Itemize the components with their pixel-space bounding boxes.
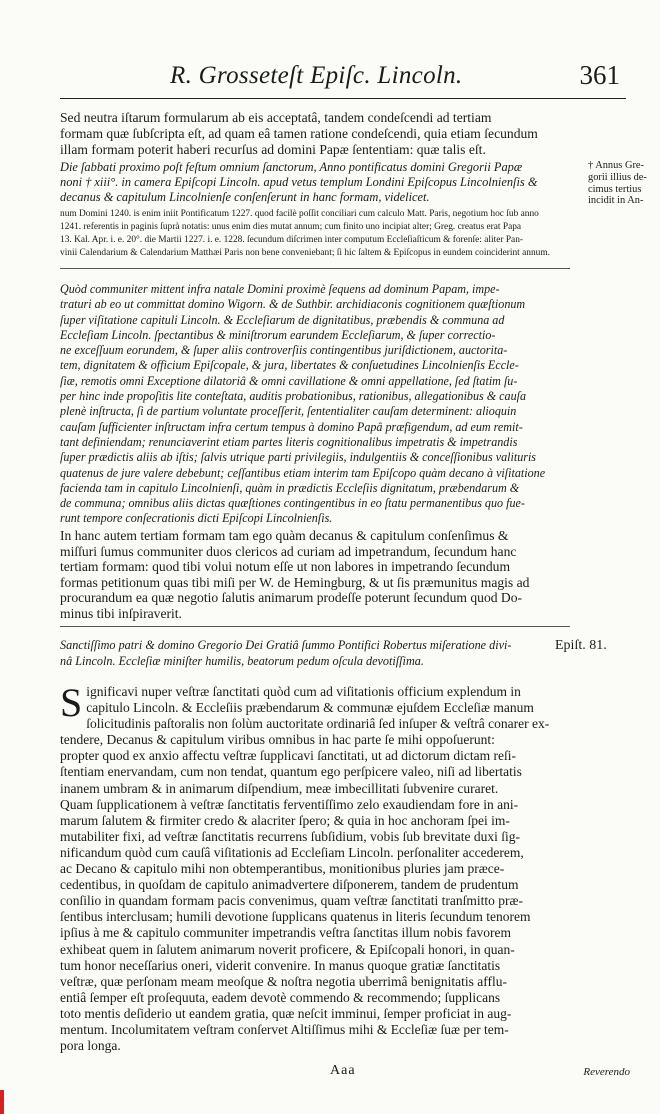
text-line: toto mentis deſiderio ut eandem gratia, quæ neſcit imminui, ſemper proficiat in aug- (60, 1005, 512, 1021)
text-line: Die ſabbati proximo poſt feſtum omnium ſanctorum, Anno pontificatus domini Gregorii Papæ (60, 160, 523, 174)
text-line: cauſam ſufficienter inſtructam infra certum tempus à domino Papâ præfigendum, ad eum remit- (60, 419, 523, 434)
text-line: procurandum ea quæ negotio ſalutis animarum prodeſſe poterunt ſecundum quod Do- (60, 590, 523, 606)
intro-paragraph (60, 110, 568, 159)
text-line: ſuper viſitatione capituli Lincoln. & Eccleſiarum de dignitatibus, præbendis & communa ad (60, 312, 505, 327)
side-note (588, 160, 658, 207)
text-line: vinii Calendarium & Calendarium Matthæi Paris non bene conveniebant; ſi hic ſaltem & Epiſcopus in eundem coinciderint annum. (60, 248, 550, 258)
text-line: minus tibi inſpiraverit. (60, 605, 182, 621)
page-header (60, 58, 630, 98)
text-line: In hanc autem tertiam formam tam ego quàm decanus & capitulum conſenſimus & (60, 528, 509, 543)
section-divider (60, 268, 570, 269)
text-line: per hinc inde propoſitis lite conteſtata, auditis probationibus, rationibus, allegationibus & cauſa (60, 389, 527, 404)
text-line: ſtentiam enervandam, cum non tendat, quantum ego perſpicere valeo, niſi ad libertatis (60, 764, 522, 780)
text-line: Sanctiſſimo patri & domino Gregorio Dei Gratiâ ſummo Pontifici Robertus miſeratione divi- (60, 638, 512, 652)
text-line: ſiæ, remotis omni Exceptione dilatoriâ & omni cavillatione & omni appellatione, ſed ſtatim ſu- (60, 373, 518, 388)
scan-edge-mark (0, 1090, 4, 1114)
text-line: ſolicitudinis paſtoralis non ſolùm auctoritate ordinariâ ſed inſuper & veſtrâ conarer ex- (86, 716, 550, 732)
page-number: 361 (579, 60, 620, 90)
text-line: traturi ab eo ut committat domino Wigorn. & de Suthbir. archidiaconis cognitionem quæſtionum (60, 297, 526, 312)
text-line: mutabiliter fixi, ad veſtræ ſanctitatis recurrens ſubſidium, vobis ſub brevitate duxi ſig- (60, 828, 521, 844)
text-line: num Domini 1240. is enim iniit Pontificatum 1227. quod facilè poſſit conciliari cum calculo Matt. Paris, negotium hoc ſub anno (60, 209, 539, 219)
text-line: formam quæ ſubſcripta eſt, ad quam eâ tamen ratione condeſcendi, quia etiam ſecundum (60, 126, 538, 142)
text-line: Quòd communiter mittent infra natale Domini proximè ſequens ad dominum Papam, impe- (60, 282, 500, 296)
header-rule (60, 98, 626, 99)
dating-clause (60, 160, 568, 205)
text-line: entiâ ſemper eſt proſequuta, eadem devotè commendo & recommendo; ſupplicans (60, 989, 501, 1005)
text-line: Quam ſupplicationem à veſtræ ſanctitatis ferventiſſimo zelo exaudiendam fore in ani- (60, 796, 519, 812)
text-line: cedentibus, in quoſdam de capitulo animadvertere diſponerem, tandem de prudentum (60, 877, 519, 893)
text-line: exhibeat quem in ſalutem animarum noverit proficere, & Epiſcopali honori, in quan- (60, 941, 515, 957)
text-line: miſſuri ſumus communiter duos clericos ad curiam ad impetrandum, ſecundum hanc (60, 543, 517, 559)
text-line: ſentibus interclusam; humili devotione ſupplicans quatenus in literis ſecundum tenorem (60, 909, 531, 925)
text-line: noni † xiii°. in camera Epiſcopi Lincoln. apud vetus templum Londini Epiſcopus Lincolnienſis & (60, 175, 538, 189)
text-line: tendere, Decanus & capitulum viribus omnibus in hac parte ſe mihi oppoſuerunt: (60, 732, 495, 748)
catchword: Reverendo (583, 1066, 630, 1078)
text-line: tertiam formam: quod tibi volui notum eſſe ut non labores in impetrando ſecundum (60, 559, 511, 575)
text-line: pora longa. (60, 1038, 121, 1054)
text-line: propter quod ex anxio affectu veſtræ ſupplicavi ſanctitati, ut ad dictorum dictam reſi- (60, 748, 516, 764)
text-line: facienda tam in capitulo Lincolnienſi, quàm in prædictis Eccleſiis dignitatum, præbendarum & (60, 480, 520, 495)
text-line: nâ Lincoln. Eccleſiæ miniſter humilis, beatorum pedum oſcula devotiſſima. (60, 653, 424, 668)
closing-paragraph (60, 528, 572, 622)
text-line: ne exceſſuum eorundem, & ſuper aliis controverſiis contingentibus juriſdictionem, auctorita- (60, 343, 508, 358)
text-line: 1241. referentis in paginis ſuprà notatis: unus enim dies mutat annum; cum finito uno incipiat alter; Greg. creatus erat Papa (60, 222, 522, 232)
letter-body (60, 680, 570, 1054)
text-line: ipſius à me & capitulo communiter impetrandis veſtra ſanctitas illum nobis favorem (60, 925, 512, 941)
drop-cap: S (60, 680, 83, 725)
text-line: gorii illius de- (588, 171, 647, 183)
text-line: ſuper prædictis aliis ab iſtis; ſalvis utrique parti privilegiis, indulgentiis & conceſſionibus valituris (60, 450, 537, 465)
text-line: cimus tertius (588, 183, 642, 195)
text-line: formas petitionum quas tibi miſi per W. de Hemingburg, & ut ſis præmunitus magis ad (60, 574, 530, 590)
text-line: ac Decano & capitulo mihi non obtemperantibus, monitionibus pluries jam præce- (60, 861, 505, 877)
letter-address (60, 638, 556, 669)
text-line: veſtræ, quæ perſonam meam meoſque & noſtra negotia uberrimâ benignitatis afflu- (60, 973, 508, 989)
text-line: decanus & capitulum Lincolnienſe conſenſerunt in hanc formam, videlicet. (60, 190, 430, 204)
text-line: plenè inſtructa, ſi de partium voluntate proceſſerit, ſententialiter cauſam determinent: alioquin (60, 404, 517, 419)
running-title: R. Grosseteſt Epiſc. Lincoln. (170, 62, 463, 89)
footnote (60, 208, 654, 260)
text-line: tant definiendam; renunciaverint etiam partes literis cognitionalibus impetratis & impetrandis (60, 434, 518, 449)
text-line: de communa; omnibus aliis dictas quæſtiones contingentibus in eo ſtatu permanentibus quo fue- (60, 496, 525, 511)
text-line: inanem umbram & in animarum diſpendium, meæ imbecillitati ſubvenire curaret. (60, 780, 499, 796)
text-line: Sed neutra iſtarum formularum ab eis acceptatâ, tandem condeſcendi ad tertiam (60, 110, 492, 125)
text-line: 13. Kal. Apr. i. e. 20°. die Martii 1227. i. e. 1228. ſecundum diſcrimen inter computum Eccleſiaſticum & forenſe: aliter Pan- (60, 235, 524, 245)
text-line: quatenus de jure valere debebunt; ceſſantibus etiam interim tam Epiſcopo quàm decano à viſitatione (60, 465, 546, 480)
text-line: tem, dignitatem & officium Epiſcopale, & jura, libertates & conſuetudines Lincolnienſis Eccle- (60, 358, 519, 373)
text-line: capitulo Lincoln. & Eccleſiis præbendarum & communæ ejuſdem Eccleſiæ manum (86, 700, 534, 716)
text-line: conſilio in quandam formam pacis convenimus, quam veſtræ ſanctitati tranſmitto præ- (60, 893, 524, 909)
epistle-label: Epiſt. 81. (555, 638, 607, 653)
text-line: nificandum quòd cum cauſâ viſitationis ad Eccleſiam Lincoln. perſonaliter accederem, (60, 844, 524, 860)
text-line: tum honor neceſſarius oneri, viderit convenire. In manus quoque gratiæ ſanctitatis (60, 957, 501, 973)
text-line: Eccleſiam Lincoln. ſpectantibus & miniſtrorum earundem Eccleſiarum, & ſuper correctio- (60, 327, 496, 342)
form-of-agreement (60, 282, 572, 527)
text-line: runt tempore conſecrationis dicti Epiſcopi Lincolnienſis. (60, 511, 333, 526)
text-line: marum ſalutem & firmiter credo & alacriter ſpero; & quia in hoc anchoram ſpei im- (60, 812, 510, 828)
text-line: † Annus Gre- (588, 160, 644, 171)
section-divider (60, 626, 570, 627)
text-line: illam formam poterit haberi recurſus ad domini Papæ ſententiam: quæ talis eſt. (60, 142, 486, 158)
signature-mark: Aaa (330, 1063, 356, 1078)
text-line: incidit in An- (588, 195, 644, 207)
text-line: ignificavi nuper veſtræ ſanctitati quòd cum ad viſitationis officium explendum in (86, 684, 521, 699)
text-line: mentum. Incolumitatem veſtram conſervet Altiſſimus mihi & Eccleſiæ ſuæ per tem- (60, 1021, 509, 1037)
